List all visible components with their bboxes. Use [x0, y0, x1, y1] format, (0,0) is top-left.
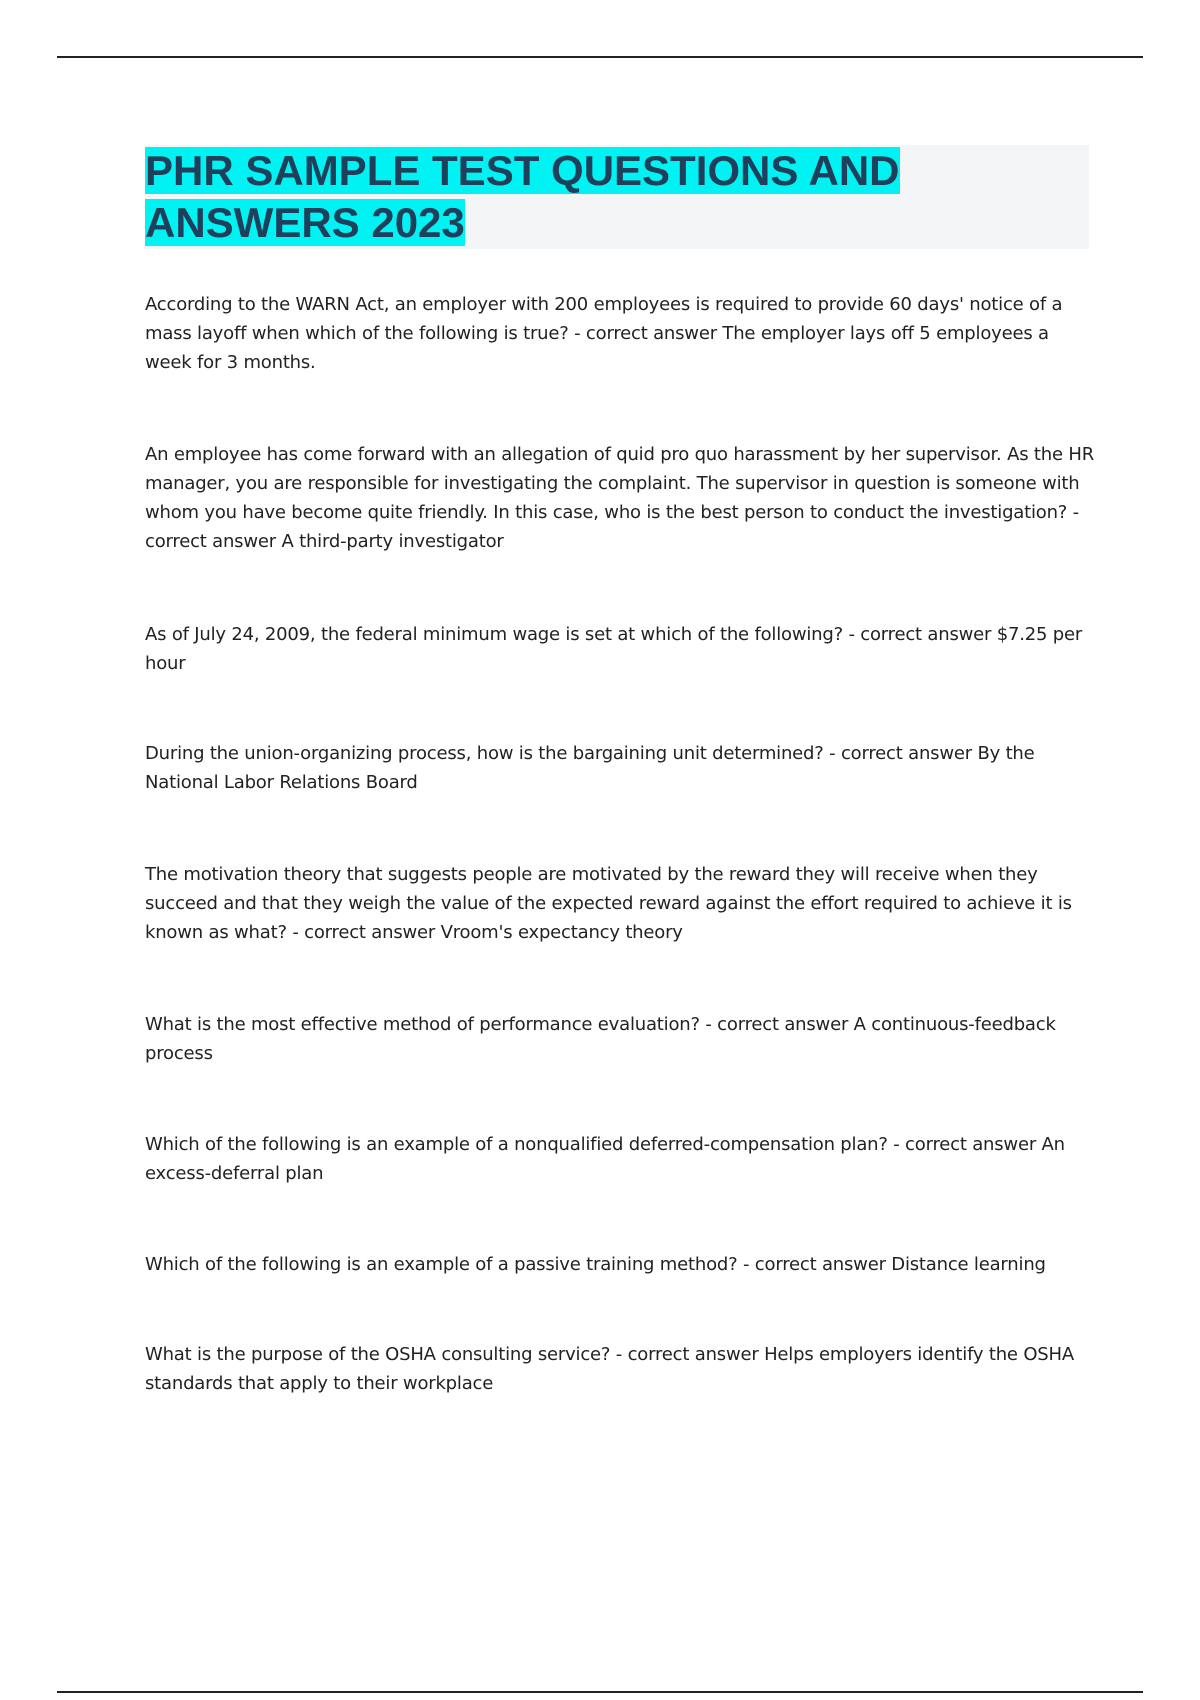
qa-item-9: What is the purpose of the OSHA consulting service? - correct answer Helps employers identify the OSHA standards that apply to their workplace	[145, 1344, 1074, 1394]
page-title	[145, 145, 965, 249]
qa-item-1: According to the WARN Act, an employer with 200 employees is required to provide 60 days' notice of a mass layoff when which of the following is true? - correct answer The employer lays off 5 employees a week for 3 months.	[145, 294, 1063, 373]
qa-item-5: The motivation theory that suggests people are motivated by the reward they will receive when they succeed and that they weigh the value of the expected reward against the effort required to achieve it is known as what? - correct answer Vroom's expectancy theory	[145, 864, 1072, 943]
bottom-rule	[57, 1691, 1143, 1693]
qa-item-7: Which of the following is an example of a nonqualified deferred-compensation plan? - correct answer An excess-deferral plan	[145, 1134, 1065, 1184]
qa-item-6: What is the most effective method of performance evaluation? - correct answer A continuous-feedback process	[145, 1014, 1056, 1064]
qa-item-4: During the union-organizing process, how is the bargaining unit determined? - correct answer By the National Labor Relations Board	[145, 743, 1035, 793]
title-block	[145, 145, 1089, 249]
qa-item-8: Which of the following is an example of a passive training method? - correct answer Distance learning	[145, 1254, 1046, 1275]
qa-item-2: An employee has come forward with an allegation of quid pro quo harassment by her supervisor. As the HR manager, you are responsible for investigating the complaint. The supervisor in question is someone with whom you have become quite friendly. In this case, who is the best person to conduct the investigation? - correct answer A third-party investigator	[145, 444, 1095, 552]
top-rule	[57, 56, 1143, 58]
qa-item-3: As of July 24, 2009, the federal minimum wage is set at which of the following? - correct answer $7.25 per hour	[145, 624, 1083, 674]
title-highlight: PHR SAMPLE TEST QUESTIONS AND ANSWERS 2023	[145, 147, 900, 246]
